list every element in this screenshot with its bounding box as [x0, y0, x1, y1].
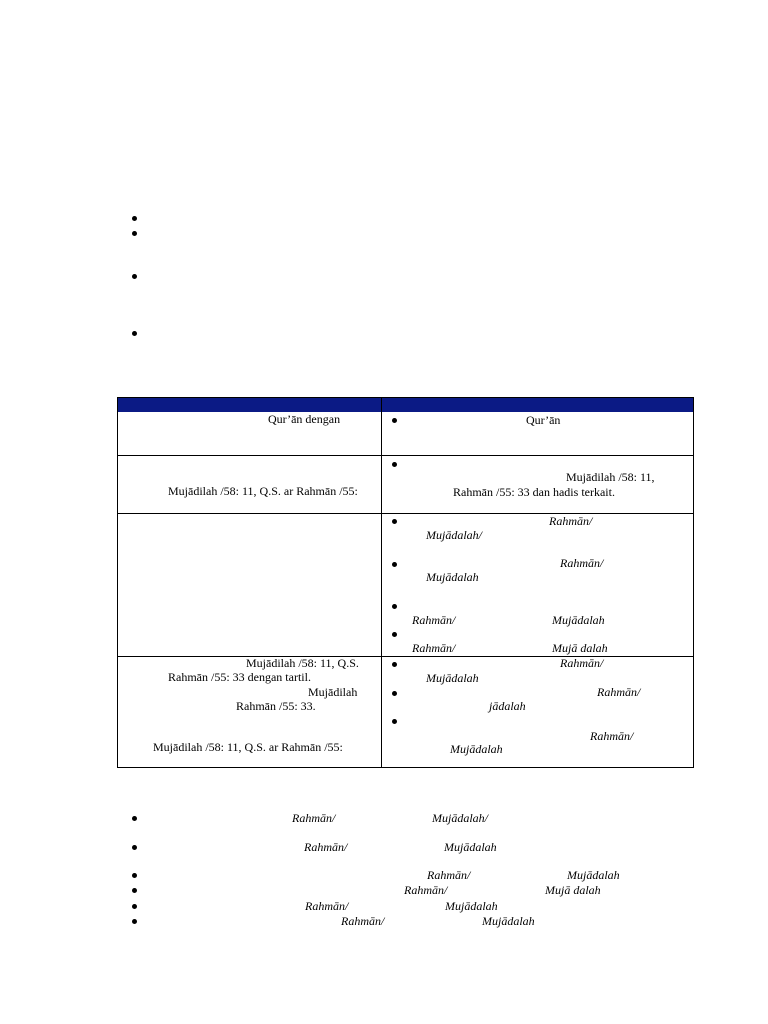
table-cell-text: Rahmān /55: 33. [236, 699, 316, 713]
table-header [118, 398, 693, 412]
competency-table [117, 397, 694, 768]
table-cell-text: Qur’ān [526, 413, 561, 427]
bullet-icon [392, 519, 397, 524]
list-item-text: Rahmān/ [305, 899, 349, 913]
table-cell-text: Rahmān/ [560, 656, 604, 670]
table-cell-text: Rahmān /55: 33 dengan tartil. [168, 670, 311, 684]
list-item-text: Mujādalah [567, 868, 620, 882]
table-cell-text: Mujādalah [552, 613, 605, 627]
bullet-icon [392, 719, 397, 724]
table-cell-text: Mujādalah [426, 671, 479, 685]
bullet-icon [392, 662, 397, 667]
table-cell-text: Rahmān/ [590, 729, 634, 743]
bullet-icon [132, 888, 137, 893]
list-item-text: Mujādalah/ [432, 811, 488, 825]
bullet-icon [132, 216, 137, 221]
list-item-text: Rahmān/ [304, 840, 348, 854]
list-item-text: Mujādalah [444, 840, 497, 854]
bullet-icon [392, 562, 397, 567]
row-divider [118, 513, 693, 514]
list-item-text: Mujā dalah [545, 883, 601, 897]
table-cell-text: Mujādalah [426, 570, 479, 584]
bullet-icon [132, 231, 137, 236]
bullet-icon [392, 418, 397, 423]
list-item-text: Rahmān/ [427, 868, 471, 882]
bullet-icon [392, 632, 397, 637]
bullet-icon [132, 845, 137, 850]
table-cell-text: Rahmān/ [560, 556, 604, 570]
bullet-icon [392, 462, 397, 467]
bullet-icon [132, 904, 137, 909]
table-cell-text: Mujādilah /58: 11, [566, 470, 655, 484]
table-cell-text: jādalah [489, 699, 526, 713]
bullet-icon [132, 919, 137, 924]
column-divider [381, 398, 382, 767]
bullet-icon [132, 873, 137, 878]
row-divider [118, 656, 693, 657]
list-item-text: Rahmān/ [341, 914, 385, 928]
bullet-icon [132, 816, 137, 821]
table-cell-text: Rahmān /55: 33 dan hadis terkait. [453, 485, 615, 499]
table-cell-text: Rahmān/ [549, 514, 593, 528]
table-cell-text: Rahmān/ [412, 641, 456, 655]
list-item-text: Rahmān/ [292, 811, 336, 825]
bullet-icon [392, 604, 397, 609]
list-item-text: Mujādalah [445, 899, 498, 913]
bullet-icon [392, 691, 397, 696]
table-cell-text: Mujādalah/ [426, 528, 482, 542]
table-cell-text: Mujādilah /58: 11, Q.S. ar Rahmān /55: [168, 484, 358, 498]
table-cell-text: Mujādilah [308, 685, 358, 699]
row-divider [118, 455, 693, 456]
list-item-text: Mujādalah [482, 914, 535, 928]
table-cell-text: Rahmān/ [597, 685, 641, 699]
table-cell-text: Mujādalah [450, 742, 503, 756]
table-cell-text: Rahmān/ [412, 613, 456, 627]
list-item-text: Rahmān/ [404, 883, 448, 897]
bullet-icon [132, 331, 137, 336]
table-cell-text: Qur’ān dengan [268, 412, 341, 426]
table-cell-text: Mujā dalah [552, 641, 608, 655]
table-cell-text: Mujādilah /58: 11, Q.S. ar Rahmān /55: [153, 740, 343, 754]
bullet-icon [132, 274, 137, 279]
table-cell-text: Mujādilah /58: 11, Q.S. [246, 656, 359, 670]
